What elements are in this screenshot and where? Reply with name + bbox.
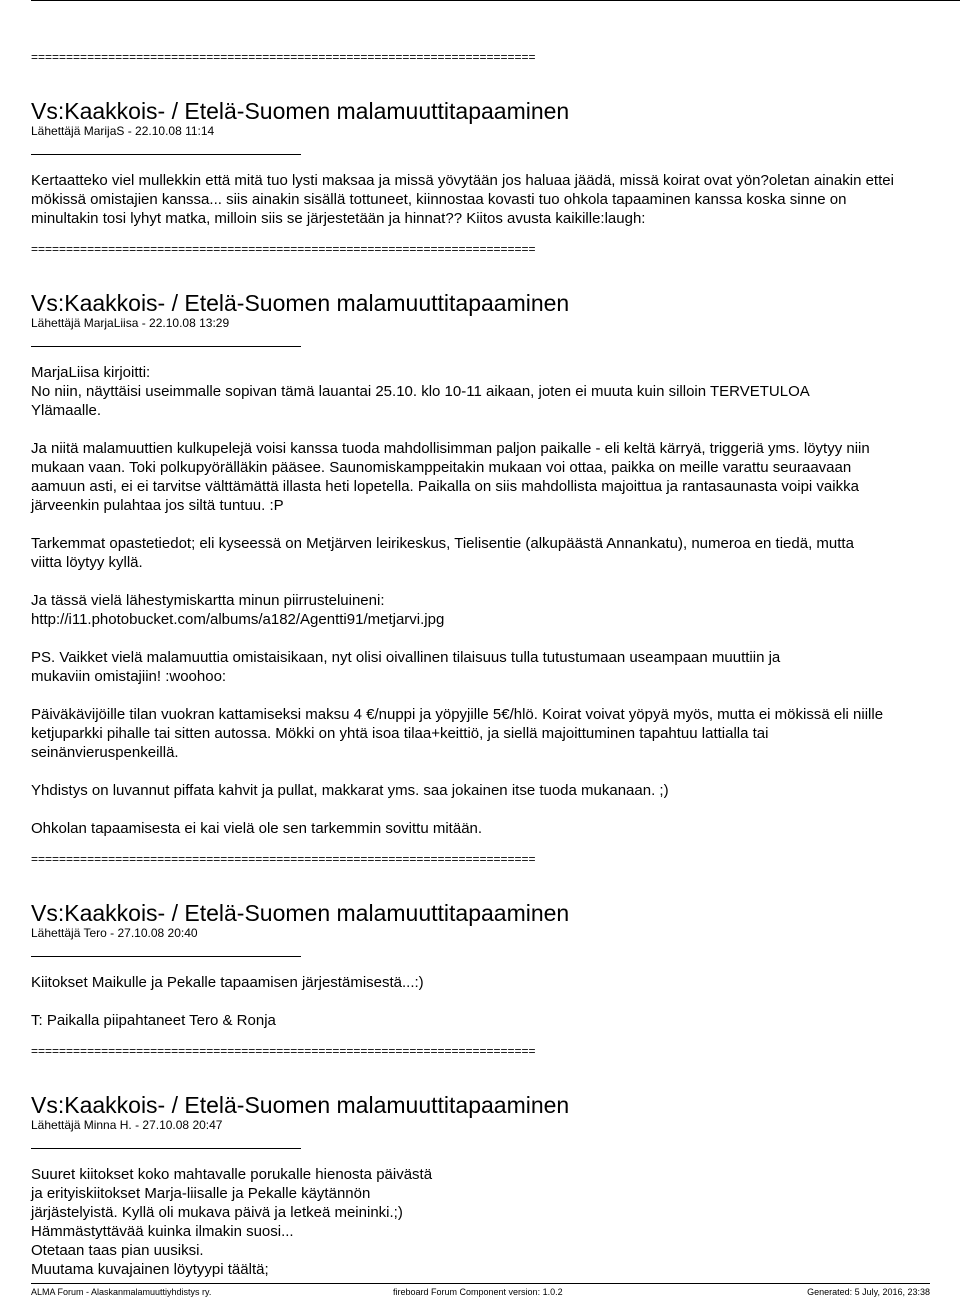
post-author-date: Lähettäjä MarijaS - 22.10.08 11:14 [31,124,215,138]
post-body [31,1165,960,1279]
post-author-date: Lähettäjä Tero - 27.10.08 20:40 [31,926,198,940]
forum-post [31,98,960,228]
page-footer [31,1283,930,1297]
footer-site-name: ALMA Forum - Alaskanmalamuuttiyhdistys ry. [31,1287,212,1297]
post-separator: ======================================================================== [31,50,536,64]
post-body [31,973,960,1030]
post-separator: ======================================================================== [31,1044,536,1058]
post-paragraph: Kiitokset Maikulle ja Pekalle tapaamisen järjestämisestä...:) [31,974,424,991]
forum-post [31,1092,960,1279]
post-paragraph: MarjaLiisa kirjoitti: No niin, näyttäisi useimmalle sopivan tämä lauantai 25.10. klo 10-11 aikaan, joten ei muuta kuin silloin TERVETULOA Ylämaalle. [31,364,810,419]
post-paragraph: PS. Vaikket vielä malamuuttia omistaisikaan, nyt olisi oivallinen tilaisuus tulla tutustumaan useampaan muuttiin ja mukaviin omistajiin! :woohoo: [31,649,781,685]
post-paragraph: T: Paikalla piipahtaneet Tero & Ronja [31,1012,276,1029]
top-rule [31,0,960,1]
post-paragraph: Ja tässä vielä lähestymiskartta minun piirrusteluineni: http://i11.photobucket.com/albums/a182/Agentti91/metjarvi.jpg [31,592,445,628]
post-paragraph: Ohkolan tapaamisesta ei kai vielä ole sen tarkemmin sovittu mitään. [31,820,483,837]
meta-divider [31,956,301,957]
post-paragraph: Päiväkävijöille tilan vuokran kattamiseksi maksu 4 €/nuppi ja yöpyjille 5€/hlö. Koirat voivat yöpyä myös, mutta ei mökissä eli niille ketjuparkki pihalle tai sitten autossa. Mökki on yhtä isoa tilaa+keittiö, ja siellä majoittuminen tapahtuu lattialla tai seinänvieruspenkeillä. [31,706,884,761]
post-title: Vs:Kaakkois- / Etelä-Suomen malamuuttitapaaminen [31,1092,570,1118]
post-author-date: Lähettäjä MarjaLiisa - 22.10.08 13:29 [31,316,230,330]
post-title: Vs:Kaakkois- / Etelä-Suomen malamuuttitapaaminen [31,900,570,926]
post-body [31,363,960,838]
footer-generated-date: Generated: 5 July, 2016, 23:38 [807,1287,930,1297]
forum-post [31,290,960,838]
post-separator: ======================================================================== [31,242,536,256]
footer-component-version: fireboard Forum Component version: 1.0.2 [393,1287,563,1297]
post-author-date: Lähettäjä Minna H. - 27.10.08 20:47 [31,1118,223,1132]
post-paragraph: Yhdistys on luvannut piffata kahvit ja pullat, makkarat yms. saa jokainen itse tuoda mukanaan. ;) [31,782,669,799]
meta-divider [31,346,301,347]
post-paragraph: Suuret kiitokset koko mahtavalle porukalle hienosta päivästä ja erityiskiitokset Marja-liisalle ja Pekalle käytännön järjästelyistä. Kyllä oli mukava päivä ja letkeä meininki.;) Hämmästyttävää kuinka ilmakin suosi... Otetaan taas pian uusiksi. Muutama kuvajainen löytyypi täältä; [31,1166,433,1278]
meta-divider [31,154,301,155]
forum-post [31,900,960,1030]
post-paragraph: Kertaatteko viel mullekkin että mitä tuo lysti maksaa ja missä yövytään jos haluaa jäädä, missä koirat ovat yön?oletan ainakin ettei mökissä omistajien kanssa... siis ainakin sisällä tottuneet, kiinnostaa kovasti tuo ohkola tapaaminen kanssa koska sinne on minultakin tosi lyhyt matka, milloin siis se järjestetään ja hinnat?? Kiitos avusta kaikille:laugh: [31,172,894,227]
post-title: Vs:Kaakkois- / Etelä-Suomen malamuuttitapaaminen [31,98,570,124]
meta-divider [31,1148,301,1149]
post-separator: ======================================================================== [31,852,536,866]
post-title: Vs:Kaakkois- / Etelä-Suomen malamuuttitapaaminen [31,290,570,316]
post-paragraph: Tarkemmat opastetiedot; eli kyseessä on Metjärven leirikeskus, Tielisentie (alkupäästä Annankatu), numeroa en tiedä, mutta viitta löytyy kyllä. [31,535,854,571]
forum-thread [31,50,960,1293]
post-body [31,171,960,228]
post-paragraph: Ja niitä malamuuttien kulkupelejä voisi kanssa tuoda mahdollisimman paljon paikalle - eli keltä kärryä, triggeriä yms. löytyy niin mukaan vaan. Toki polkupyörälläkin pääsee. Saunomiskamppeitakin mukaan voi ottaa, paikka on meille varattu seuraavaan aamuun asti, ei ei tarvitse välttämättä illasta heti lopetella. Paikalla on siis mahdollista majoittua ja rantasaunasta voipi vaikka järveenkin pulahtaa jos siltä tuntuu. :P [31,440,870,514]
